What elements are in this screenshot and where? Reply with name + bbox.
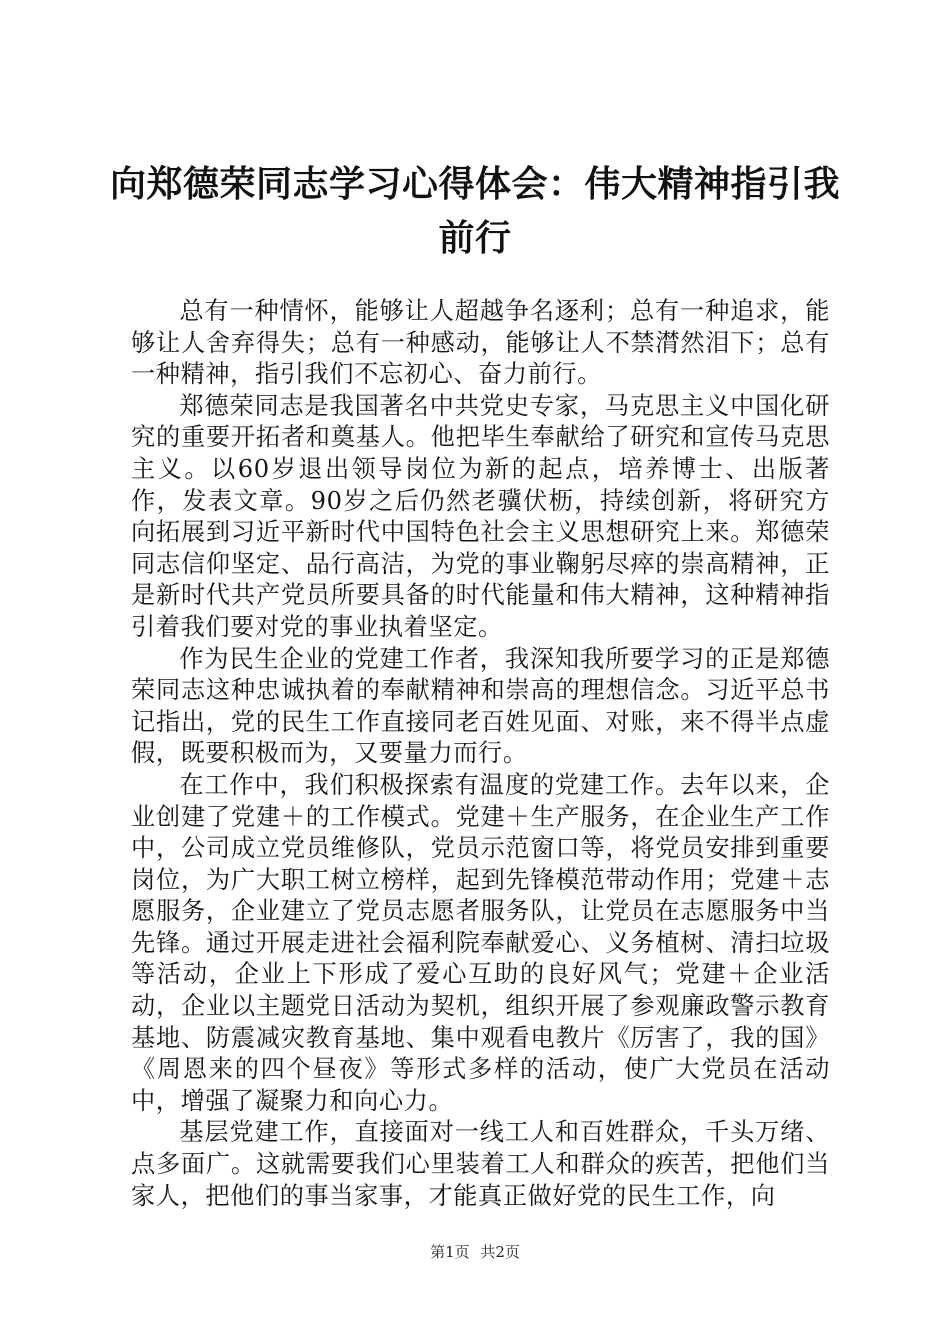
page-number: 第1页 [430, 1243, 470, 1261]
page-footer [0, 1242, 950, 1262]
paragraph-2: 郑德荣同志是我国著名中共党史专家，马克思主义中国化研究的重要开拓者和奠基人。他把毕生奉献给了研究和宣传马克思主义。以60岁退出领导岗位为新的起点，培养博士、出版著作，发表文章。90岁之后仍然老骥伏枥，持续创新，将研究方向拓展到习近平新时代中国特色社会主义思想研究上来。郑德荣同志信仰坚定、品行高洁，为党的事业鞠躬尽瘁的崇高精神，正是新时代共产党员所要具备的时代能量和伟大精神，这种精神指引着我们要对党的事业执着坚定。 [131, 391, 830, 641]
page-total: 共2页 [480, 1243, 520, 1261]
document-body [131, 296, 830, 1212]
paragraph-4: 在工作中，我们积极探索有温度的党建工作。去年以来，企业创建了党建＋的工作模式。党建＋生产服务，在企业生产工作中，公司成立党员维修队，党员示范窗口等，将党员安排到重要岗位，为广大职工树立榜样，起到先锋模范带动作用；党建＋志愿服务，企业建立了党员志愿者服务队，让党员在志愿服务中当先锋。通过开展走进社会福利院奉献爱心、义务植树、清扫垃圾等活动，企业上下形成了爱心互助的良好风气；党建＋企业活动，企业以主题党日活动为契机，组织开展了参观廉政警示教育基地、防震减灾教育基地、集中观看电教片《厉害了，我的国》《周恩来的四个昼夜》等形式多样的活动，使广大党员在活动中，增强了凝聚力和向心力。 [131, 770, 830, 1115]
document-title [110, 158, 840, 266]
title-line-1: 向郑德荣同志学习心得体会：伟大精神指引我 [110, 164, 841, 205]
paragraph-3: 作为民生企业的党建工作者，我深知我所要学习的正是郑德荣同志这种忠诚执着的奉献精神和崇高的理想信念。习近平总书记指出，党的民生工作直接同老百姓见面、对账，来不得半点虚假，既要积极而为，又要量力而行。 [131, 644, 830, 768]
title-line-2: 前行 [438, 218, 512, 259]
paragraph-5: 基层党建工作，直接面对一线工人和百姓群众，千头万绪、点多面广。这就需要我们心里装着工人和群众的疾苦，把他们当家人，把他们的事当家事，才能真正做好党的民生工作，向 [131, 1118, 830, 1210]
paragraph-1: 总有一种情怀，能够让人超越争名逐利；总有一种追求，能够让人舍弃得失；总有一种感动，能够让人不禁潸然泪下；总有一种精神，指引我们不忘初心、奋力前行。 [131, 297, 830, 389]
